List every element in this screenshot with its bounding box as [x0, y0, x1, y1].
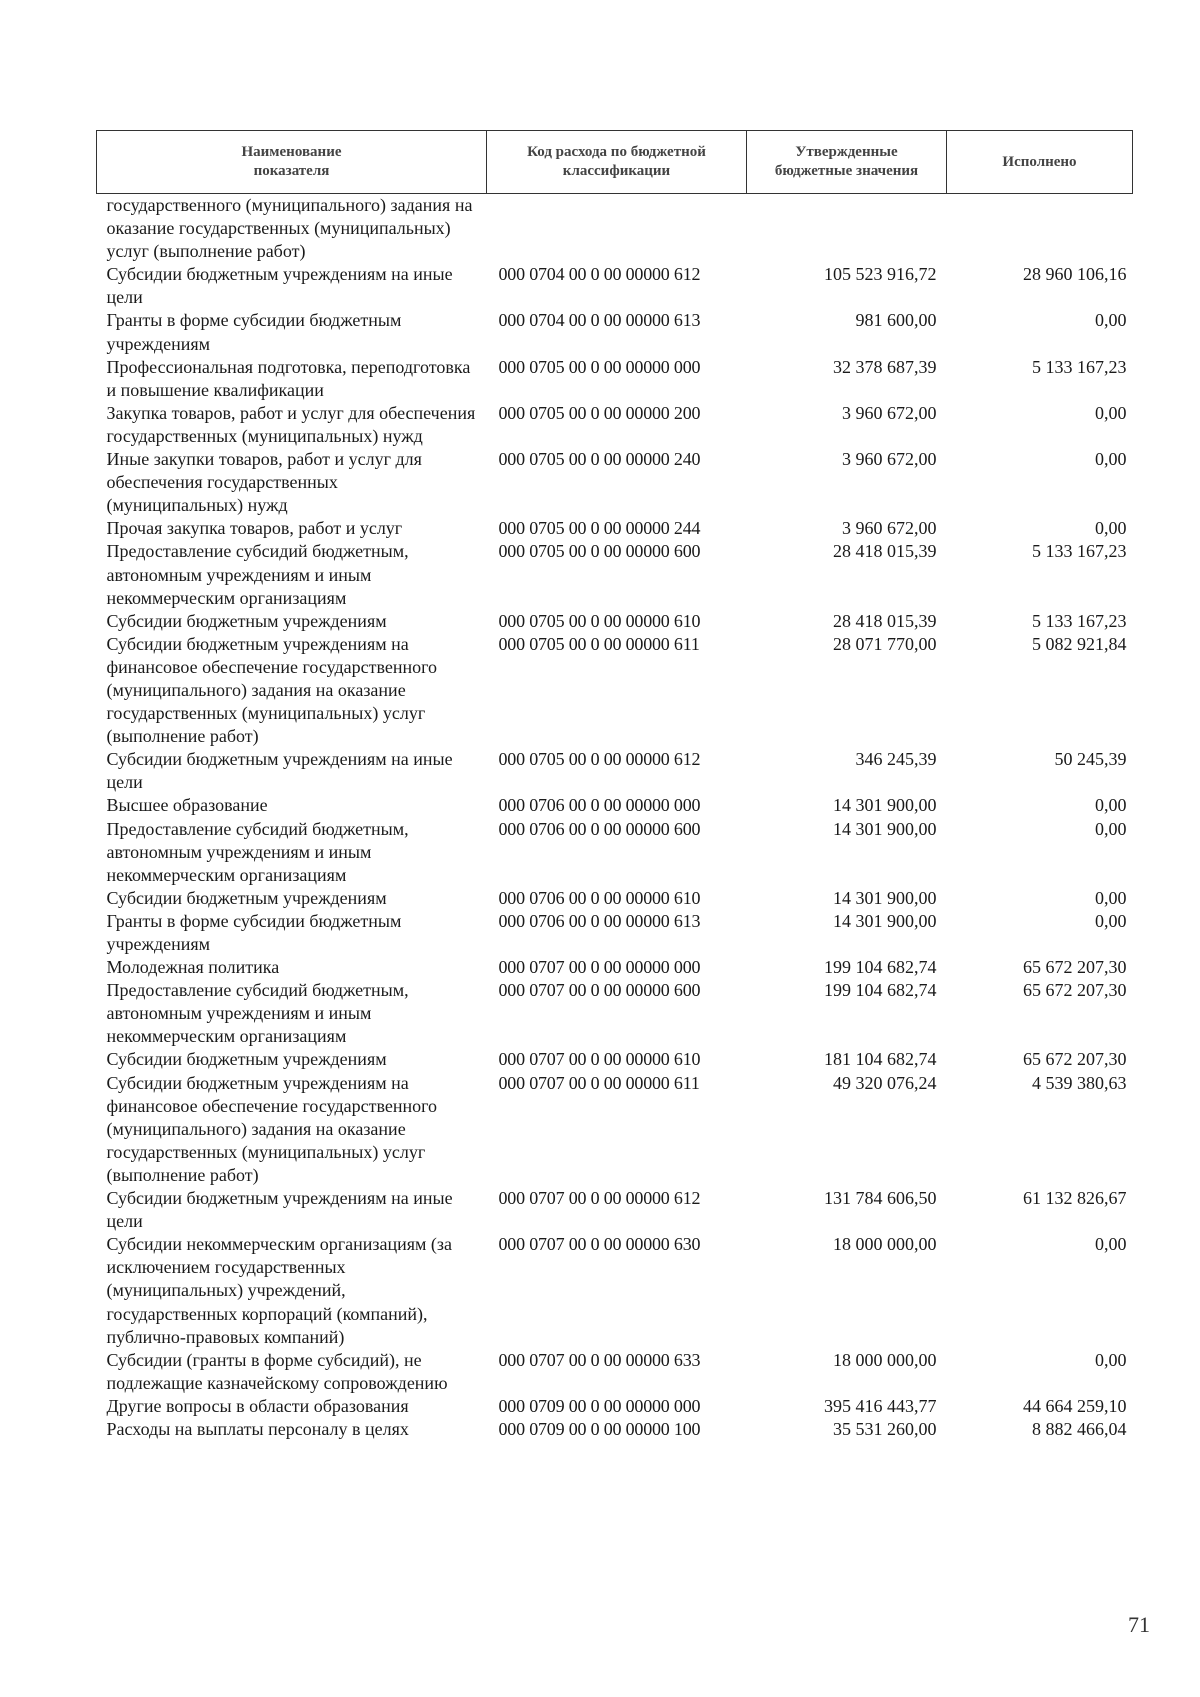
row-code: 000 0705 00 0 00 00000 200	[498, 402, 701, 423]
row-name: Прочая закупка товаров, работ и услуг	[106, 518, 403, 539]
row-name: Молодежная политика	[106, 957, 280, 978]
row-code: 000 0707 00 0 00 00000 600	[498, 980, 701, 1001]
row-executed-value: 0,00	[1095, 310, 1127, 331]
row-approved-value: 32 378 687,39	[833, 356, 937, 377]
row-executed-value: 0,00	[1095, 887, 1127, 908]
row-code: 000 0709 00 0 00 00000 000	[498, 1395, 701, 1416]
row-approved-value: 28 071 770,00	[833, 633, 937, 654]
row-approved-value: 105 523 916,72	[824, 264, 937, 285]
row-name: Субсидии некоммерческим организациям (за исключением государственных (муниципальных) учреждений, государственных корпораций (компаний), публично-правовых компаний)	[106, 1234, 452, 1347]
row-approved-value: 3 960 672,00	[842, 449, 937, 470]
row-approved-value: 3 960 672,00	[842, 518, 937, 539]
row-code: 000 0705 00 0 00 00000 611	[498, 633, 700, 654]
row-approved-value: 346 245,39	[855, 749, 937, 770]
row-approved-value: 14 301 900,00	[833, 910, 937, 931]
row-executed-value: 4 539 380,63	[1032, 1072, 1127, 1093]
header-expense-code: Код расхода по бюджетной классификации	[487, 131, 747, 194]
row-name: Расходы на выплаты персоналу в целях	[106, 1418, 409, 1439]
row-name: Субсидии бюджетным учреждениям на финансовое обеспечение государственного (муниципального) задания на оказание государственных (муниципальных) услуг (выполнение работ)	[106, 633, 438, 747]
row-executed-value: 28 960 106,16	[1023, 264, 1127, 285]
table-row	[97, 979, 1133, 1048]
row-code: 000 0707 00 0 00 00000 633	[498, 1349, 701, 1370]
row-name: Субсидии бюджетным учреждениям на иные цели	[106, 264, 453, 308]
row-name: Другие вопросы в области образования	[106, 1395, 409, 1416]
row-approved-value: 3 960 672,00	[842, 402, 937, 423]
table-row	[97, 448, 1133, 517]
row-code: 000 0709 00 0 00 00000 100	[498, 1418, 701, 1439]
row-executed-value: 8 882 466,04	[1032, 1418, 1127, 1439]
table-row	[97, 517, 1133, 540]
row-executed-value: 65 672 207,30	[1023, 980, 1127, 1001]
row-code: 000 0707 00 0 00 00000 000	[498, 957, 701, 978]
row-name: Гранты в форме субсидии бюджетным учреждениям	[106, 910, 402, 954]
row-name: Предоставление субсидий бюджетным, автономным учреждениям и иным некоммерческим организациям	[106, 818, 409, 885]
row-name: Субсидии бюджетным учреждениям на иные цели	[106, 1188, 453, 1232]
row-executed-value: 0,00	[1095, 449, 1127, 470]
row-approved-value: 199 104 682,74	[824, 957, 937, 978]
row-code: 000 0705 00 0 00 00000 244	[498, 518, 701, 539]
row-executed-value: 0,00	[1095, 910, 1127, 931]
row-executed-value: 5 133 167,23	[1032, 356, 1127, 377]
row-executed-value: 0,00	[1095, 795, 1127, 816]
header-indicator-name: Наименование показателя	[97, 131, 487, 194]
row-approved-value: 18 000 000,00	[833, 1349, 937, 1370]
row-approved-value: 14 301 900,00	[833, 887, 937, 908]
table-row	[97, 1187, 1133, 1233]
row-executed-value: 0,00	[1095, 1349, 1127, 1370]
row-code: 000 0704 00 0 00 00000 612	[498, 264, 701, 285]
row-executed-value: 61 132 826,67	[1023, 1188, 1127, 1209]
row-approved-value	[747, 194, 947, 264]
row-name: Профессиональная подготовка, переподготовка и повышение квалификации	[106, 356, 471, 400]
row-executed-value: 65 672 207,30	[1023, 957, 1127, 978]
header-executed: Исполнено	[947, 131, 1133, 194]
table-row	[97, 356, 1133, 402]
table-row	[97, 610, 1133, 633]
row-name: государственного (муниципального) задания на оказание государственных (муниципальных) услуг (выполнение работ)	[106, 195, 473, 262]
table-row	[97, 633, 1133, 748]
row-code: 000 0705 00 0 00 00000 000	[498, 356, 701, 377]
row-code: 000 0706 00 0 00 00000 613	[498, 910, 701, 931]
table-row	[97, 1418, 1133, 1441]
row-approved-value: 49 320 076,24	[833, 1072, 937, 1093]
row-approved-value: 199 104 682,74	[824, 980, 937, 1001]
table-header	[97, 131, 1133, 194]
row-name: Субсидии (гранты в форме субсидий), не подлежащие казначейскому сопровождению	[106, 1349, 448, 1393]
table-row	[97, 887, 1133, 910]
table-row	[97, 1349, 1133, 1395]
row-name: Субсидии бюджетным учреждениям	[106, 610, 387, 631]
row-name: Субсидии бюджетным учреждениям	[106, 1049, 387, 1070]
row-executed-value	[947, 194, 1133, 264]
row-executed-value: 0,00	[1095, 402, 1127, 423]
table-row	[97, 263, 1133, 309]
page-number: 71	[1128, 1612, 1150, 1637]
row-name: Предоставление субсидий бюджетным, автономным учреждениям и иным некоммерческим организациям	[106, 541, 409, 608]
row-code: 000 0707 00 0 00 00000 630	[498, 1234, 701, 1255]
row-approved-value: 28 418 015,39	[833, 610, 937, 631]
row-code: 000 0706 00 0 00 00000 610	[498, 887, 701, 908]
row-executed-value: 50 245,39	[1054, 749, 1127, 770]
row-approved-value: 28 418 015,39	[833, 541, 937, 562]
row-name: Субсидии бюджетным учреждениям на финансовое обеспечение государственного (муниципального) задания на оказание государственных (муниципальных) услуг (выполнение работ)	[106, 1072, 438, 1185]
row-code: 000 0704 00 0 00 00000 613	[498, 310, 701, 331]
row-code: 000 0707 00 0 00 00000 611	[498, 1072, 700, 1093]
row-code: 000 0705 00 0 00 00000 240	[498, 449, 701, 470]
row-executed-value: 0,00	[1095, 1234, 1127, 1255]
row-approved-value: 14 301 900,00	[833, 818, 937, 839]
row-approved-value: 131 784 606,50	[824, 1188, 937, 1209]
row-name: Субсидии бюджетным учреждениям на иные цели	[106, 749, 453, 793]
row-executed-value: 0,00	[1095, 818, 1127, 839]
row-code: 000 0707 00 0 00 00000 610	[498, 1049, 701, 1070]
table-row	[97, 1395, 1133, 1418]
row-code: 000 0706 00 0 00 00000 600	[498, 818, 701, 839]
row-name: Субсидии бюджетным учреждениям	[106, 887, 387, 908]
row-executed-value: 5 133 167,23	[1032, 541, 1127, 562]
row-code: 000 0705 00 0 00 00000 610	[498, 610, 701, 631]
row-approved-value: 14 301 900,00	[833, 795, 937, 816]
row-code: 000 0707 00 0 00 00000 612	[498, 1188, 701, 1209]
table-row	[97, 1048, 1133, 1071]
row-executed-value: 0,00	[1095, 518, 1127, 539]
row-approved-value: 35 531 260,00	[833, 1418, 937, 1439]
row-name: Предоставление субсидий бюджетным, автономным учреждениям и иным некоммерческим организациям	[106, 980, 409, 1047]
row-name: Иные закупки товаров, работ и услуг для обеспечения государственных (муниципальных) нужд	[106, 449, 422, 516]
table-row	[97, 1233, 1133, 1348]
row-approved-value: 181 104 682,74	[824, 1049, 937, 1070]
table-row	[97, 748, 1133, 794]
table-row	[97, 194, 1133, 264]
row-name: Закупка товаров, работ и услуг для обеспечения государственных (муниципальных) нужд	[106, 402, 476, 446]
row-executed-value: 44 664 259,10	[1023, 1395, 1127, 1416]
row-approved-value: 981 600,00	[855, 310, 937, 331]
row-executed-value: 5 133 167,23	[1032, 610, 1127, 631]
budget-execution-table	[96, 130, 1133, 1441]
table-row	[97, 402, 1133, 448]
header-approved-values: Утвержденные бюджетные значения	[747, 131, 947, 194]
row-code: 000 0705 00 0 00 00000 600	[498, 541, 701, 562]
row-code: 000 0705 00 0 00 00000 612	[498, 749, 701, 770]
table-row	[97, 794, 1133, 817]
table-body	[97, 194, 1133, 1442]
row-approved-value: 18 000 000,00	[833, 1234, 937, 1255]
table-row	[97, 956, 1133, 979]
table-row	[97, 540, 1133, 609]
table-row	[97, 309, 1133, 355]
row-approved-value: 395 416 443,77	[824, 1395, 937, 1416]
row-code: 000 0706 00 0 00 00000 000	[498, 795, 701, 816]
row-name: Гранты в форме субсидии бюджетным учреждениям	[106, 310, 402, 354]
table-row	[97, 910, 1133, 956]
table-row	[97, 1072, 1133, 1187]
row-executed-value: 65 672 207,30	[1023, 1049, 1127, 1070]
row-code	[487, 194, 747, 264]
table-row	[97, 818, 1133, 887]
row-name: Высшее образование	[106, 795, 268, 816]
row-executed-value: 5 082 921,84	[1032, 633, 1127, 654]
